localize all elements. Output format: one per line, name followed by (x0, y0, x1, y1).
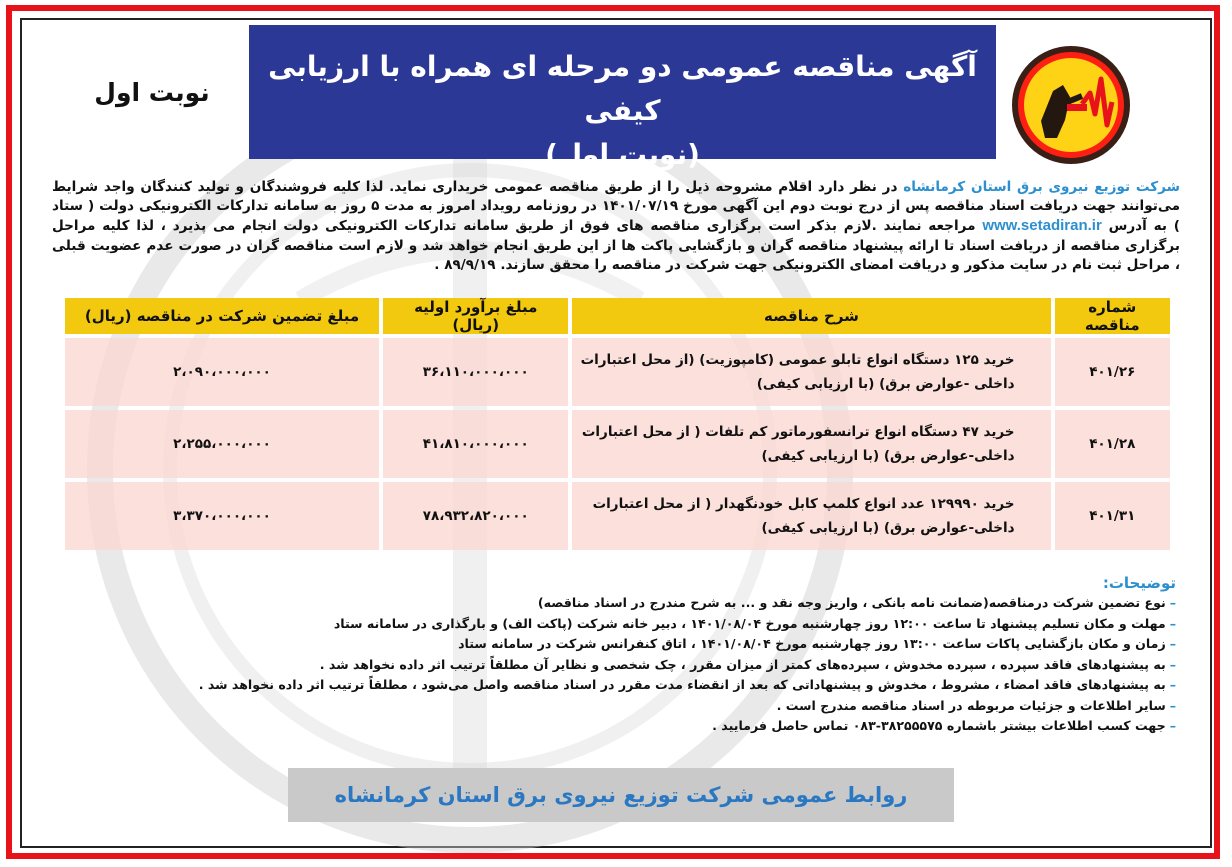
description-line: خرید ۴۷ دستگاه انواع ترانسفورماتور کم تلفات ( از محل اعتبارات (581, 424, 1015, 440)
note-text: مهلت و مکان تسلیم پیشنهاد تا ساعت ۱۲:۰۰ روز چهارشنبه مورخ ۱۴۰۱/۰۸/۰۴ ، دبیر خانه شرکت (پاکت الف) و بارگذاری در سامانه ستاد (333, 615, 1166, 631)
tender-description (572, 410, 1050, 478)
intro-text-b: مراجعه نمایند .لازم بذکر است برگزاری مناقصه های فوق از طریق سامانه تدارکات الکترونیکی دولت انجام می پذیرد ، لذا کلیه مراحل برگزاری مناقصه از دریافت اسناد تا ارائه پیشنهاد مناقصه گران و بازگشایی پاکت ها از این طریق انجام خواهد شد و لازم است مناقصه گران در صورت عدم عضویت قبلی ، مراحل ثبت نام در سایت مذکور و دریافت امضای الکترونیکی جهت شرکت در مناقصه را محقق سازند. ۸۹/۹/۱۹ . (52, 218, 1180, 273)
list-item: –نوع تضمین شرکت درمناقصه(ضمانت نامه بانکی ، واریز وجه نقد و ... به شرح مندرج در اسناد مناقصه) (537, 595, 1176, 610)
list-item: –زمان و مکان بازگشایی پاکات ساعت ۱۳:۰۰ روز چهارشنبه مورخ ۱۴۰۱/۰۸/۰۴ ، اتاق کنفرانس شرکت در سامانه ستاد (458, 636, 1176, 651)
round-label: نوبت اول (94, 78, 210, 107)
guarantee-amount: ۲،۰۹۰،۰۰۰،۰۰۰ (65, 338, 379, 406)
description-line: داخلی-عوارض برق) (با ارزیابی کیفی) (761, 520, 1015, 536)
header-estimate: مبلغ برآورد اولیه (ریال) (383, 298, 568, 334)
notes-list (60, 593, 1176, 737)
tender-number: ۴۰۱/۳۱ (1055, 482, 1170, 550)
description-line: داخلی -عوارض برق) (با ارزیابی کیفی) (756, 376, 1015, 392)
header-guarantee: مبلغ تضمین شرکت در مناقصه (ریال) (65, 298, 379, 334)
company-logo-icon (1010, 44, 1132, 166)
list-item: –سایر اطلاعات و جزئیات مربوطه در اسناد مناقصه مندرج است . (776, 697, 1176, 713)
header-description: شرح مناقصه (572, 298, 1050, 334)
note-text: نوع تضمین شرکت درمناقصه(ضمانت نامه بانکی ، واریز وجه نقد و ... به شرح مندرج در اسناد مناقصه) (537, 595, 1166, 610)
list-item: –جهت کسب اطلاعات بیشتر باشماره ۳۸۲۵۵۵۷۵-۰۸۳ تماس حاصل فرمایید . (712, 718, 1176, 733)
tender-number: ۴۰۱/۲۸ (1055, 410, 1170, 478)
notes-heading: توضیحات: (1102, 574, 1176, 592)
tender-description (572, 338, 1050, 406)
description-line: خرید ۱۲۹۹۹۰ عدد انواع کلمپ کابل خودنگهدار ( از محل اعتبارات (592, 496, 1015, 512)
note-text: به پیشنهادهای فاقد امضاء ، مشروط ، مخدوش و پیشنهاداتی که بعد از انقضاء مدت مقرر در اسناد مناقصه واصل می‌شود ، مطلقاً ترتیب اثر داده نخواهد شد . (198, 677, 1166, 692)
announcement-title-box (249, 25, 996, 171)
table-row (65, 482, 1170, 550)
note-text: سایر اطلاعات و جزئیات مربوطه در اسناد مناقصه مندرج است . (776, 697, 1166, 713)
header-number: شماره مناقصه (1055, 298, 1170, 334)
title-line-1: آگهی مناقصه عمومی دو مرحله ای همراه با ارزیابی کیفی (268, 50, 977, 127)
table-row (65, 338, 1170, 406)
note-text: جهت کسب اطلاعات بیشتر باشماره ۳۸۲۵۵۵۷۵-۰۸۳ تماس حاصل فرمایید . (712, 718, 1166, 733)
intro-paragraph (52, 178, 1180, 275)
note-text: به پیشنهادهای فاقد سپرده ، سپرده مخدوش ، سپرده‌های کمتر از میزان مقرر ، چک شخصی و نظایر آن مطلقاً ترتیب اثر داده نخواهد شد . (319, 656, 1166, 672)
description-line: خرید ۱۲۵ دستگاه انواع تابلو عمومی (کامپوزیت) (از محل اعتبارات (580, 352, 1015, 368)
tender-table (61, 294, 1174, 554)
company-name: شرکت توزیع نیروی برق استان کرمانشاه (903, 179, 1180, 195)
guarantee-amount: ۲،۲۵۵،۰۰۰،۰۰۰ (65, 410, 379, 478)
tender-description (572, 482, 1050, 550)
intro-text-a: در نظر دارد اقلام مشروحه ذیل را از طریق مناقصه عمومی خریداری نماید. لذا کلیه فروشندگان و تولید کنندگان واجد شرایط می‌توانند جهت دریافت اسناد مناقصه پس از درج نوبت دوم این آگهی مورخ ۱۴۰۱/۰۷/۱۹ در روزنامه رویداد امروز به مدت ۵ روز به سامانه تدارکات الکترونیکی دولت ( ستاد ) به آدرس (52, 179, 1180, 235)
footer-public-relations: روابط عمومی شرکت توزیع نیروی برق استان کرمانشاه (288, 768, 954, 822)
note-text: زمان و مکان بازگشایی پاکات ساعت ۱۳:۰۰ روز چهارشنبه مورخ ۱۴۰۱/۰۸/۰۴ ، اتاق کنفرانس شرکت در سامانه ستاد (458, 636, 1166, 651)
estimate-amount: ۷۸،۹۳۲،۸۲۰،۰۰۰ (383, 482, 568, 550)
list-item: –به پیشنهادهای فاقد سپرده ، سپرده مخدوش ، سپرده‌های کمتر از میزان مقرر ، چک شخصی و نظایر آن مطلقاً ترتیب اثر داده نخواهد شد . (319, 656, 1176, 672)
tender-number: ۴۰۱/۲۶ (1055, 338, 1170, 406)
description-line: داخلی-عوارض برق) (با ارزیابی کیفی) (761, 448, 1015, 464)
estimate-amount: ۴۱،۸۱۰،۰۰۰،۰۰۰ (383, 410, 568, 478)
notes-section (60, 573, 1176, 737)
guarantee-amount: ۳،۳۷۰،۰۰۰،۰۰۰ (65, 482, 379, 550)
estimate-amount: ۳۶،۱۱۰،۰۰۰،۰۰۰ (383, 338, 568, 406)
table-header-row (65, 298, 1170, 334)
website-link[interactable]: www.setadiran.ir (982, 217, 1102, 235)
title-line-2: (نوبت اول) (545, 138, 700, 171)
table-row (65, 410, 1170, 478)
list-item: –به پیشنهادهای فاقد امضاء ، مشروط ، مخدوش و پیشنهاداتی که بعد از انقضاء مدت مقرر در اسناد مناقصه واصل می‌شود ، مطلقاً ترتیب اثر داده نخواهد شد . (198, 677, 1176, 692)
list-item: –مهلت و مکان تسلیم پیشنهاد تا ساعت ۱۲:۰۰ روز چهارشنبه مورخ ۱۴۰۱/۰۸/۰۴ ، دبیر خانه شرکت (پاکت الف) و بارگذاری در سامانه ستاد (333, 615, 1176, 631)
